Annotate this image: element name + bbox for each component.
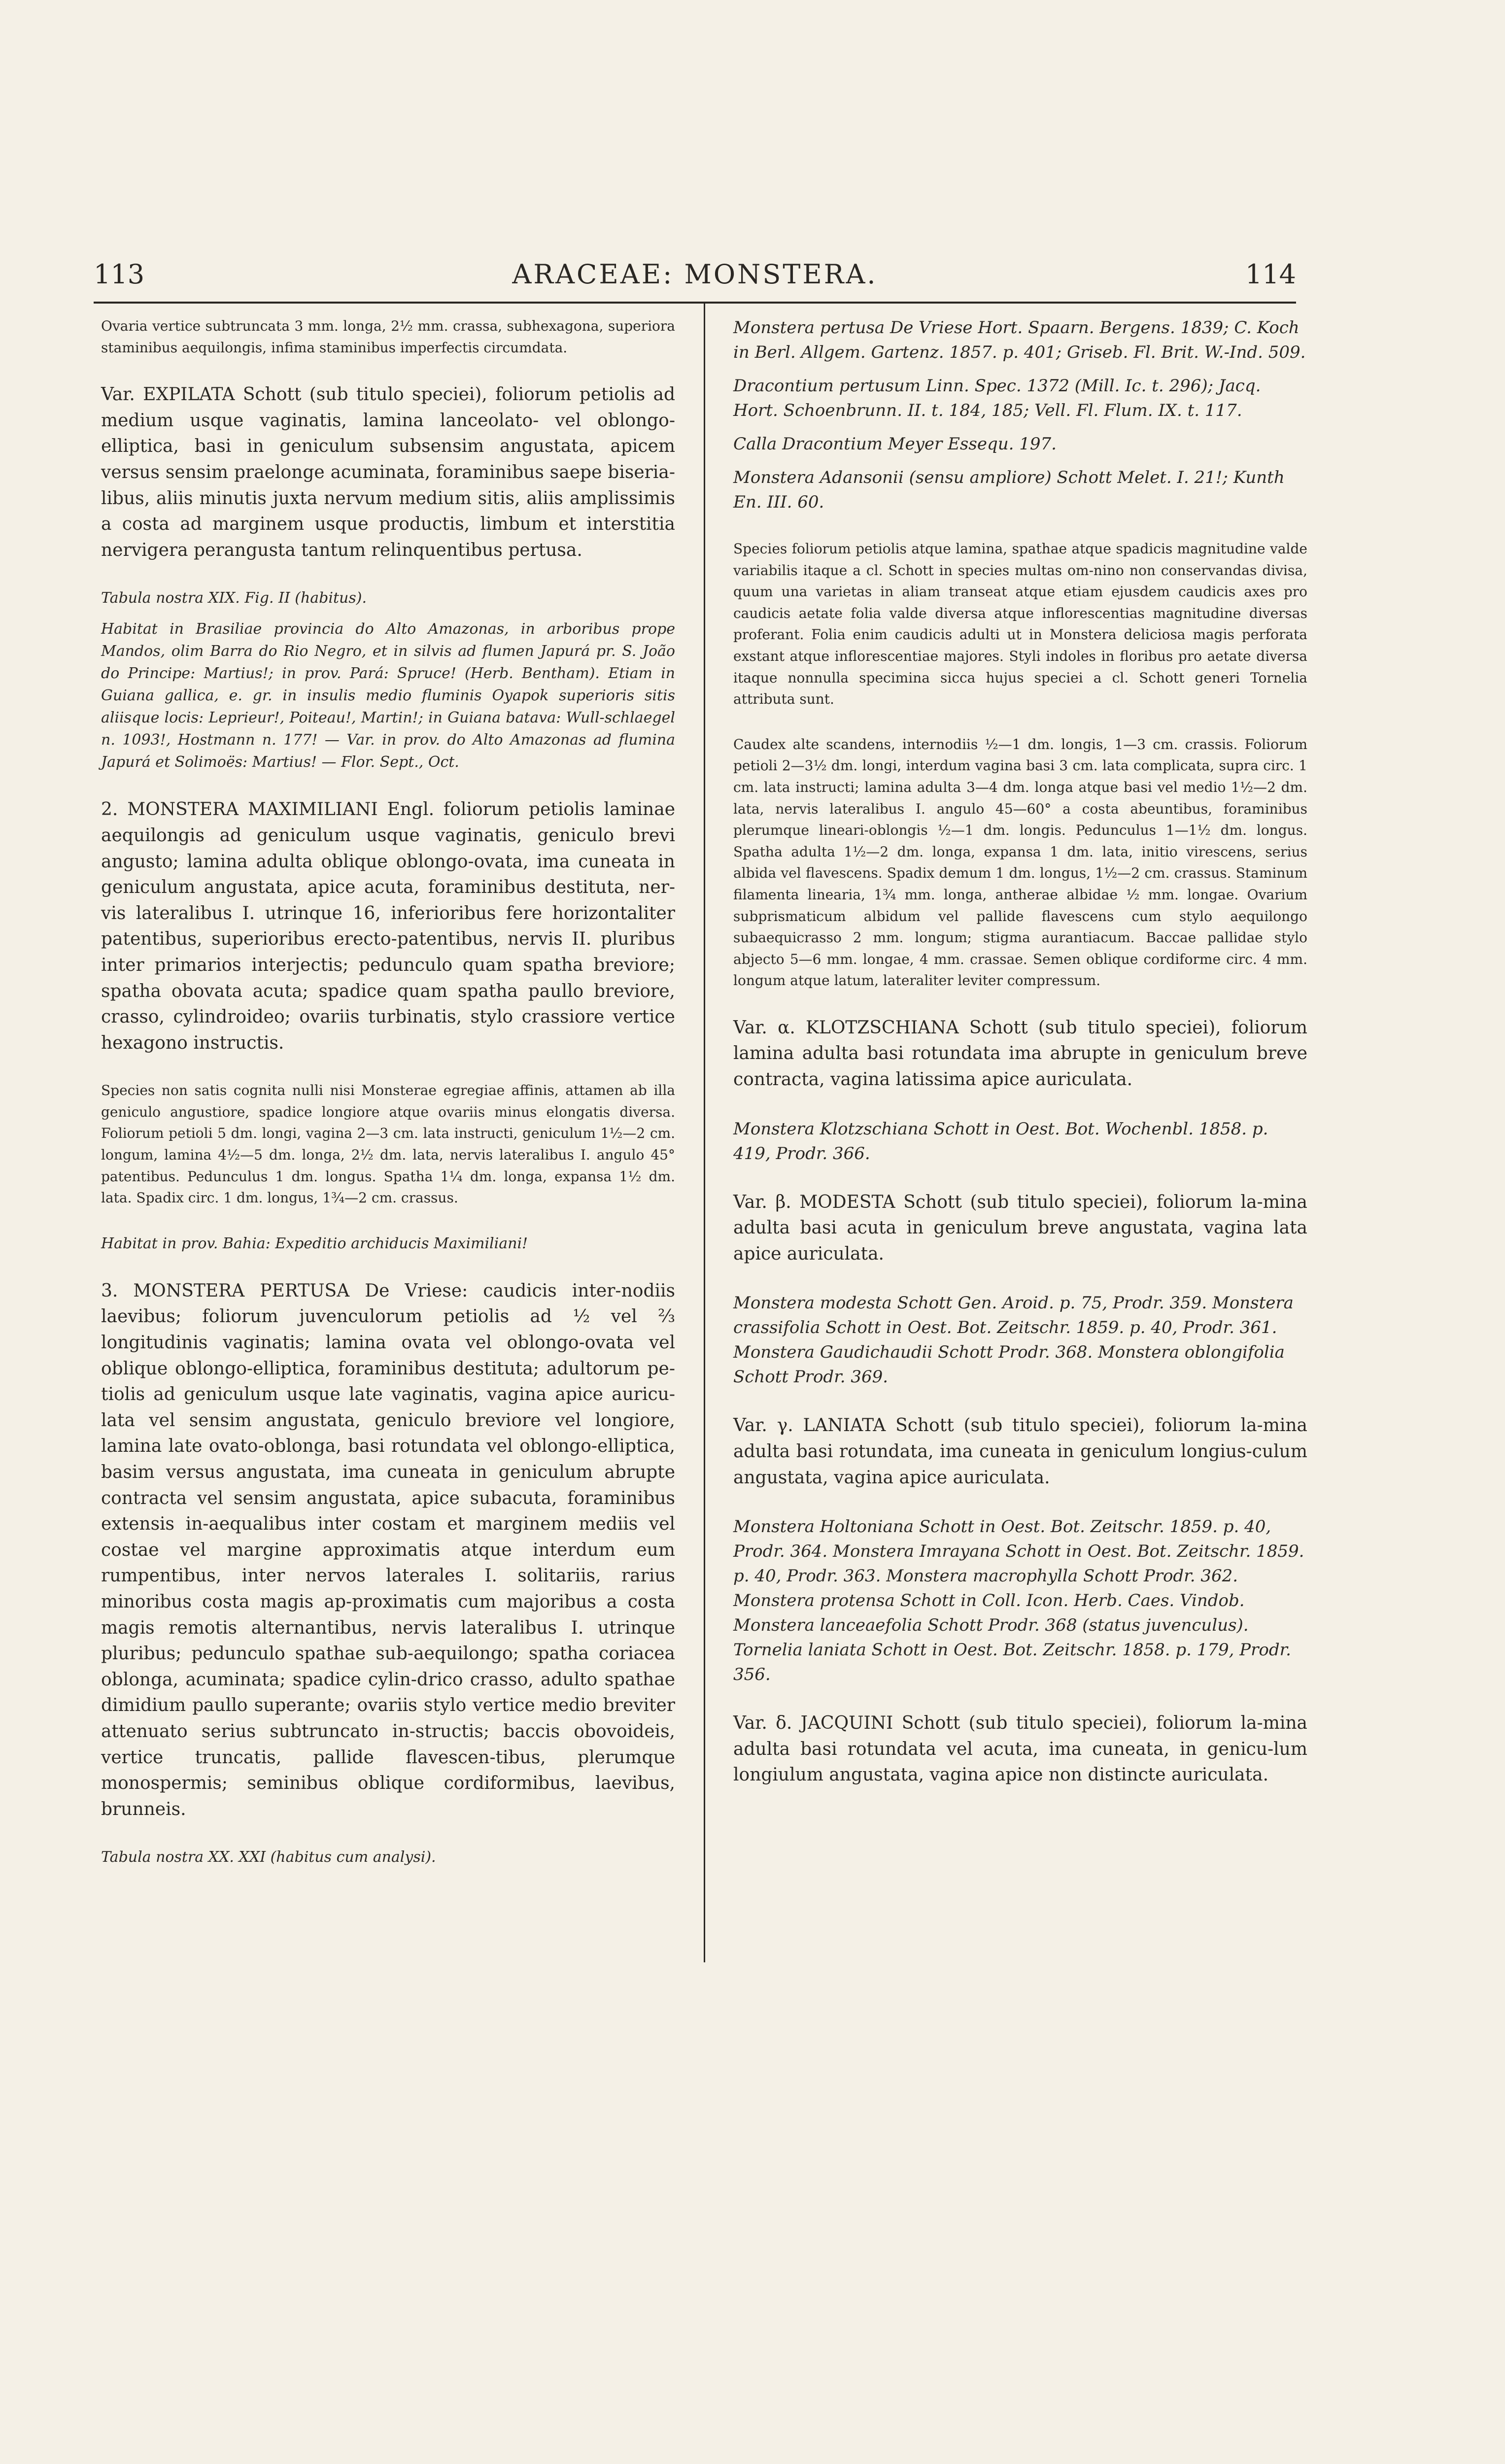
ovaria-description: Ovaria vertice subtruncata 3 mm. longa, 2½ mm. crassa, subhexagona, superiora staminibus aequilongis, infima staminibus imperfectis circumdata. <box>101 318 675 356</box>
synonyms-modesta: Monstera modesta Schott Gen. Aroid. p. 75, Prodr. 359. Monstera crassifolia Schott in Oest. Bot. Zeitschr. 1859. p. 40, Prodr. 361. Monstera Gaudichaudii Schott Prodr. 368. Monstera oblongifolia Schott Prodr. 369. <box>733 1293 1294 1387</box>
synonyms-klotzschiana: Monstera Klotzschiana Schott in Oest. Bot. Wochenbl. 1858. p. 419, Prodr. 366. <box>733 1119 1268 1164</box>
synonym-calla-dracontium: Calla Dracontium Meyer Essequ. 197. <box>733 434 1057 454</box>
var-alpha-klotzschiana: Var. α. KLOTZSCHIANA Schott (sub titulo speciei), foliorum lamina adulta basi rotundata ima abrupte in geniculum breve contracta, vagina latissima apice auriculata. <box>733 1017 1307 1090</box>
var-delta-jacquini: Var. δ. JACQUINI Schott (sub titulo speciei), foliorum la-mina adulta basi rotundata vel acuta, ima cuneata, in genicu-lum longiulum angustata, vagina apice non distincte auriculata. <box>733 1713 1307 1785</box>
running-header <box>94 259 1296 298</box>
var-expilata-description: Var. EXPILATA Schott (sub titulo speciei), foliorum petiolis ad medium usque vaginatis, lamina lanceolato- vel oblongo-elliptica, basi in geniculum subsensim angustata, apicem versus sensim praelonge acuminata, foraminibus saepe biseria-libus, aliis minutis juxta nervum medium sitis, aliis amplissimis a costa ad marginem usque productis, limbum et interstitia nervigera perangusta tantum relinquentibus pertusa. <box>101 384 675 560</box>
synonym-dracontium-pertusum: Dracontium pertusum Linn. Spec. 1372 (Mill. Ic. t. 296); Jacq. Hort. Schoenbrunn. II. t. 184, 185; Vell. Fl. Flum. IX. t. 117. <box>733 376 1261 420</box>
var-gamma-laniata: Var. γ. LANIATA Schott (sub titulo speciei), foliorum la-mina adulta basi rotundata, ima cuneata in geniculum longius-culum angustata, vagina apice auriculata. <box>733 1415 1307 1488</box>
header-rule <box>94 302 1296 304</box>
left-page-number: 113 <box>94 259 145 290</box>
habitat-maximiliani: Habitat in prov. Bahia: Expeditio archiducis Maximiliani! <box>101 1234 528 1252</box>
synonyms-laniata: Monstera Holtoniana Schott in Oest. Bot. Zeitschr. 1859. p. 40, Prodr. 364. Monstera Imrayana Schott in Oest. Bot. Zeitschr. 1859. p. 40, Prodr. 363. Monstera macrophylla Schott Prodr. 362. Monstera protensa Schott in Coll. Icon. Herb. Caes. Vindob. Monstera lanceaefolia Schott Prodr. 368 (status juvenculus). Tornelia laniata Schott in Oest. Bot. Zeitschr. 1858. p. 179, Prodr. 356. <box>733 1517 1304 1685</box>
right-column <box>733 315 1307 1812</box>
running-title: ARACEAE: MONSTERA. <box>512 259 878 290</box>
synonym-monstera-adansonii: Monstera Adansonii (sensu ampliore) Schott Melet. I. 21!; Kunth En. III. 60. <box>733 468 1285 512</box>
habitat-pertusa-expilata: Habitat in Brasiliae provincia do Alto Amazonas, in arboribus prope Mandos, olim Barra do Rio Negro, et in silvis ad flumen Japurá pr. S. João do Principe: Martius!; in prov. Pará: Spruce! (Herb. Bentham). Etiam in Guiana gallica, e. gr. in insulis medio fluminis Oyapok superioris sitis aliisque locis: Leprieur!, Poiteau!, Martin!; in Guiana batava: Wull-schlaegel n. 1093!, Hostmann n. 177! — Var. in prov. do Alto Amazonas ad flumina Japurá et Solimoës: Martius! — Flor. Sept., Oct. <box>101 620 675 771</box>
plate-reference-xx-xxi: Tabula nostra XX. XXI (habitus cum analysi). <box>101 1848 436 1866</box>
plate-reference-xix: Tabula nostra XIX. Fig. II (habitus). <box>101 589 367 607</box>
species-3-pertusa: 3. MONSTERA PERTUSA De Vriese: caudicis inter-nodiis laevibus; foliorum juvenculorum petiolis ad ½ vel ⅔ longitudinis vaginatis; lamina ovata vel oblongo-ovata vel oblique oblongo-elliptica, foraminibus destituta; adultorum pe-tiolis ad geniculum usque late vaginatis, vagina apice auricu-lata vel sensim angustata, geniculo breviore vel longiore, lamina late ovato-oblonga, basi rotundata vel oblongo-elliptica, basim versus angustata, ima cuneata in geniculum abrupte contracta vel sensim angustata, apice subacuta, foraminibus extensis in-aequalibus inter costam et marginem mediis vel costae vel margine approximatis atque interdum eum rumpentibus, inter nervos laterales I. solitariis, rarius minoribus costa magis ap-proximatis cum majoribus a costa magis remotis alternantibus, nervis lateralibus I. utrinque pluribus; pedunculo spathae sub-aequilongo; spatha coriacea oblonga, acuminata; spadice cylin-drico crasso, adulto spathae dimidium paullo superante; ovariis stylo vertice medio breviter attenuato serius subtruncato in-structis; baccis obovoideis, vertice truncatis, pallide flavescen-tibus, plerumque monospermis; seminibus oblique cordiformibus, laevibus, brunneis. <box>101 1280 675 1819</box>
maximiliani-notes: Species non satis cognita nulli nisi Monsterae egregiae affinis, attamen ab illa geniculo angustiore, spadice longiore atque ovariis minus elongatis diversa. Foliorum petioli 5 dm. longi, vagina 2—3 cm. lata instructi, geniculum 1½—2 cm. longum, lamina 4½—5 dm. longa, 2½ dm. lata, nervis lateralibus I. angulo 45° patentibus. Pedunculus 1 dm. longus. Spatha 1¼ dm. longa, expansa 1½ dm. lata. Spadix circ. 1 dm. longus, 1¾—2 cm. crassus. <box>101 1082 675 1206</box>
synonym-pertusa-devriese: Monstera pertusa De Vriese Hort. Spaarn. Bergens. 1839; C. Koch in Berl. Allgem. Gartenz. 1857. p. 401; Griseb. Fl. Brit. W.-Ind. 509. <box>733 318 1306 362</box>
species-2-maximiliani: 2. MONSTERA MAXIMILIANI Engl. foliorum petiolis laminae aequilongis ad geniculum usque vaginatis, geniculo brevi angusto; lamina adulta oblique oblongo-ovata, ima cuneata in geniculum angustata, apice acuta, foraminibus destituta, ner-vis lateralibus I. utrinque 16, inferioribus fere horizontaliter patentibus, superioribus erecto-patentibus, nervis II. pluribus inter primarios interjectis; pedunculo quam spatha breviore; spatha obovata acuta; spadice quam spatha paullo breviore, crasso, cylindroideo; ovariis turbinatis, stylo crassiore vertice hexagono instructis. <box>101 799 675 1053</box>
right-page-number: 114 <box>1245 259 1296 290</box>
var-beta-modesta: Var. β. MODESTA Schott (sub titulo speciei), foliorum la-mina adulta basi acuta in geniculum breve angustata, vagina lata apice auriculata. <box>733 1192 1307 1264</box>
column-divider <box>704 302 705 1962</box>
left-column <box>101 315 675 1892</box>
species-variability-note: Species foliorum petiolis atque lamina, spathae atque spadicis magnitudine valde variabilis itaque a cl. Schott in species multas om-nino non conservandas divisa, quum una varietas in aliam transeat atque etiam ejusdem caudicis axes pro caudicis aetate folia valde diversa atque inflorescentias magnitudine diversas proferant. Folia enim caudicis adulti ut in Monstera deliciosa magis perforata exstant atque inflorescentiae majores. Styli indoles in floribus pro aetate diversa itaque nonnulla specimina sicca hujus speciei a cl. Schott generi Tornelia attributa sunt. <box>733 541 1307 708</box>
caudex-description: Caudex alte scandens, internodiis ½—1 dm. longis, 1—3 cm. crassis. Foliorum petioli 2—3½ dm. longi, interdum vagina basi 3 cm. lata complicata, supra circ. 1 cm. lata instructi; lamina adulta 3—4 dm. longa atque basi vel medio 1½—2 dm. lata, nervis lateralibus I. angulo 45—60° a costa abeuntibus, foraminibus plerumque lineari-oblongis ½—1 dm. longis. Pedunculus 1—1½ dm. longus. Spatha adulta 1½—2 dm. longa, expansa 1 dm. lata, initio virescens, serius albida vel flavescens. Spadix demum 1 dm. longus, 1½—2 cm. crassus. Staminum filamenta linearia, 1¾ mm. longa, antherae albidae ½ mm. longae. Ovarium subprismaticum albidum vel pallide flavescens cum stylo aequilongo subaequicrasso 2 mm. longum; stigma aurantiacum. Baccae pallidae stylo abjecto 5—6 mm. longae, 4 mm. crassae. Semen oblique cordiforme circ. 4 mm. longum atque latum, lateraliter leviter compressum. <box>733 736 1307 989</box>
